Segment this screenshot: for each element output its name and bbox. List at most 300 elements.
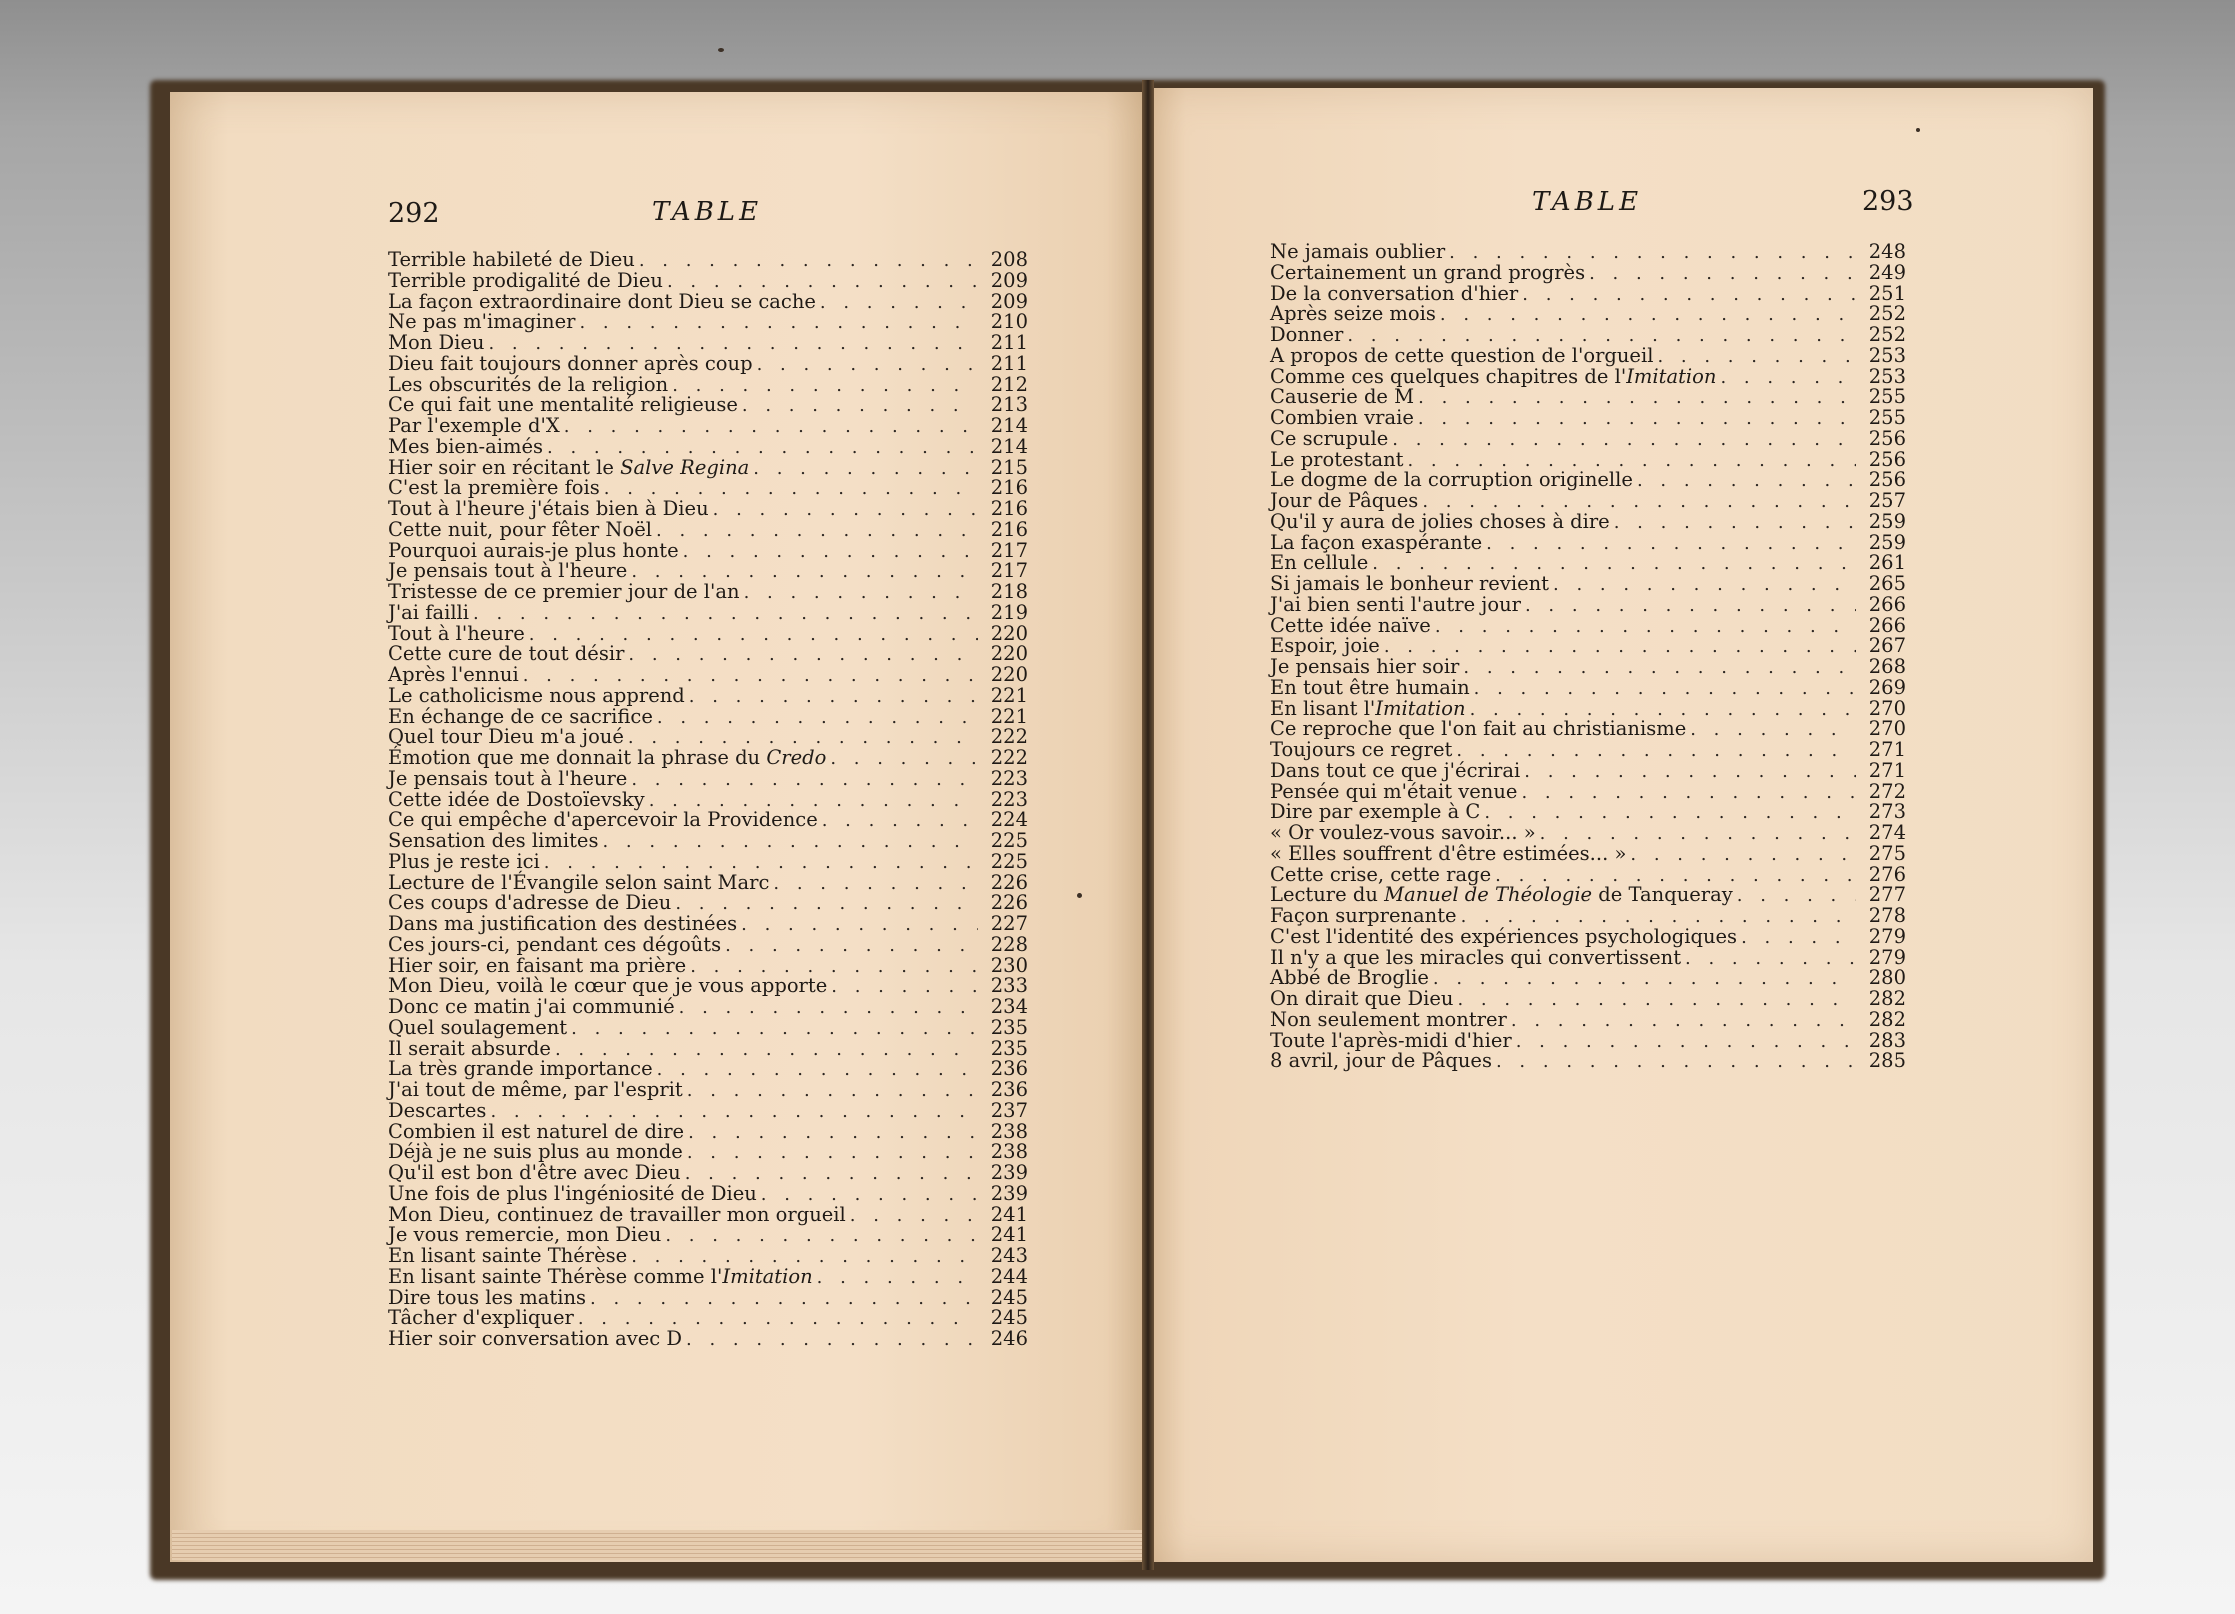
toc-entry [1270, 242, 1906, 263]
toc-entry-page: 246 [990, 1327, 1028, 1350]
dot-leader [820, 293, 978, 314]
toc-entry-title: Hier soir, en faisant ma prière [388, 953, 687, 977]
toc-entry [388, 250, 1028, 271]
dot-leader [1525, 596, 1856, 617]
toc-entry-page: 252 [1868, 302, 1906, 326]
toc-entry-title: En lisant sainte Thérèse comme l'Imitation [388, 1264, 813, 1288]
toc-entry-page: 275 [1868, 841, 1906, 865]
toc-entry-page: 270 [1868, 696, 1906, 720]
toc-entry [1270, 343, 1906, 367]
toc-entry-page: 209 [990, 289, 1028, 313]
toc-entry [388, 893, 1028, 914]
toc-entry-title: Tâcher d'expliquer [388, 1306, 574, 1330]
toc-entry-title: Je vous remercie, mon Dieu [388, 1223, 662, 1247]
toc-entry-title: J'ai tout de même, par l'esprit [388, 1078, 683, 1101]
toc-entry-title: Par l'exemple d'X [388, 414, 560, 437]
toc-entry [388, 849, 1028, 873]
toc-entry [1270, 862, 1906, 886]
toc-entry [1270, 530, 1906, 554]
toc-entry-page: 214 [990, 434, 1028, 458]
toc-entry-page: 236 [990, 1078, 1028, 1101]
toc-entry-page: 238 [990, 1140, 1028, 1164]
toc-entry-title: En lisant l'Imitation [1270, 696, 1466, 720]
toc-entry-page: 279 [1868, 945, 1906, 969]
toc-entry-title: En lisant sainte Thérèse [388, 1244, 628, 1267]
dot-leader [571, 1019, 978, 1040]
toc-entry [388, 1246, 1028, 1267]
toc-entry-page: 226 [990, 891, 1028, 915]
toc-entry-title: Après l'ennui [388, 663, 519, 686]
toc-entry-title: Sensation des limites [388, 829, 599, 852]
toc-entry-title: Combien il est naturel de dire [388, 1119, 685, 1143]
dot-leader [725, 936, 978, 957]
toc-entry [1270, 447, 1906, 471]
toc-entry-page: 277 [1868, 883, 1906, 907]
dot-leader [742, 396, 978, 417]
toc-entry-page: 253 [1868, 364, 1906, 388]
dot-leader [1720, 368, 1856, 389]
dot-leader [744, 583, 978, 604]
toc-entry-title: Mon Dieu, continuez de travailler mon orgueil [388, 1202, 846, 1226]
toc-entry-page: 208 [990, 248, 1028, 271]
toc-entry-page: 213 [990, 393, 1028, 417]
toc-entry-page: 282 [1868, 1007, 1906, 1031]
toc-entry-title: Dans tout ce que j'écrirai [1270, 758, 1521, 782]
dot-leader [1614, 513, 1856, 534]
toc-entry-title: Toujours ce regret [1270, 738, 1453, 761]
toc-entry [388, 1308, 1028, 1329]
toc-entry-page: 270 [1868, 717, 1906, 741]
toc-entry-title: Dieu fait toujours donner après coup [388, 351, 753, 375]
toc-entry-title: La très grande importance [388, 1057, 653, 1081]
toc-entry-page: 267 [1868, 634, 1906, 658]
toc-entry-page: 215 [990, 455, 1028, 479]
toc-entry [388, 997, 1028, 1018]
toc-entry-page: 219 [990, 600, 1028, 624]
toc-entry [1270, 281, 1906, 305]
toc-entry-title: 8 avril, jour de Pâques [1270, 1049, 1492, 1073]
toc-entry [388, 932, 1028, 956]
toc-entry-page: 265 [1868, 572, 1906, 595]
toc-entry-page: 274 [1868, 821, 1906, 844]
toc-entry-page: 271 [1868, 758, 1906, 782]
dot-leader [830, 749, 978, 770]
dot-leader [753, 459, 978, 480]
toc-entry-title: Émotion que me donnait la phrase du Credo [388, 746, 827, 769]
toc-entry-title: Dire tous les matins [388, 1285, 587, 1309]
toc-entry-page: 233 [990, 974, 1028, 998]
toc-entry [388, 766, 1028, 790]
dot-leader [628, 645, 978, 666]
toc-entry-title: « Elles souffrent d'être estimées... » [1270, 841, 1627, 865]
dot-leader [1511, 1011, 1856, 1032]
toc-entry [1270, 823, 1906, 844]
toc-entry [388, 1329, 1028, 1350]
toc-entry [1270, 553, 1906, 574]
dot-leader [639, 251, 978, 272]
toc-entry-title: Terrible habileté de Dieu [388, 248, 635, 271]
toc-entry-page: 268 [1868, 655, 1906, 678]
toc-entry [388, 582, 1028, 603]
dot-leader [1457, 990, 1856, 1011]
toc-entry-page: 278 [1868, 904, 1906, 927]
toc-entry [388, 561, 1028, 582]
toc-entry-title: J'ai bien senti l'autre jour [1270, 592, 1521, 616]
toc-entry-page: 222 [990, 725, 1028, 749]
toc-entry [388, 1225, 1028, 1246]
toc-entry [388, 1119, 1028, 1143]
toc-entry-title: Mes bien-aimés [388, 434, 544, 458]
toc-entry-title: Pensée qui m'était venue [1270, 779, 1518, 803]
dot-leader [1496, 1052, 1856, 1073]
toc-entry-title: Le catholicisme nous apprend [388, 683, 685, 707]
toc-entry [388, 538, 1028, 562]
dot-leader [1637, 471, 1856, 492]
dot-leader [1435, 617, 1856, 638]
toc-entry [388, 499, 1028, 520]
toc-entry-page: 239 [990, 1181, 1028, 1205]
toc-entry [1270, 1007, 1906, 1031]
toc-entry [388, 478, 1028, 499]
right-toc-list [1270, 242, 1906, 1072]
toc-entry-page: 222 [990, 746, 1028, 769]
toc-entry-title: « Or voulez-vous savoir... » [1270, 821, 1536, 844]
toc-entry [388, 787, 1028, 811]
toc-entry-page: 256 [1868, 426, 1906, 450]
toc-entry-title: Tout à l'heure j'étais bien à Dieu [388, 497, 709, 520]
toc-entry-title: On dirait que Dieu [1270, 987, 1454, 1010]
toc-entry-title: En cellule [1270, 551, 1369, 575]
toc-entry-title: Ce qui empêche d'apercevoir la Providence [388, 808, 818, 832]
toc-entry [388, 395, 1028, 416]
toc-entry-page: 223 [990, 766, 1028, 790]
toc-entry [1270, 696, 1906, 720]
toc-entry [1270, 779, 1906, 803]
dot-leader [1690, 720, 1856, 741]
toc-entry [1270, 325, 1906, 346]
toc-entry [1270, 613, 1906, 637]
dot-leader [773, 874, 978, 895]
toc-entry-title: Quel soulagement [388, 1015, 568, 1039]
left-running-head: TABLE [652, 197, 763, 227]
toc-entry [388, 1098, 1028, 1122]
toc-entry-page: 255 [1868, 406, 1906, 429]
dot-leader [1553, 575, 1856, 596]
toc-entry-title: Dans ma justification des destinées [388, 912, 738, 935]
toc-entry-title: Cette idée de Dostoïevsky [388, 787, 645, 811]
dot-leader [741, 915, 978, 936]
toc-entry-page: 238 [990, 1119, 1028, 1143]
right-page-number: 293 [1862, 186, 1914, 217]
toc-entry [388, 268, 1028, 292]
toc-entry [388, 976, 1028, 997]
toc-entry-page: 220 [990, 642, 1028, 666]
toc-entry-title: Tristesse de ce premier jour de l'an [388, 580, 740, 603]
toc-entry-title: Les obscurités de la religion [388, 372, 669, 396]
toc-entry-title: Causerie de M [1270, 385, 1415, 409]
toc-entry-title: Après seize mois [1270, 302, 1436, 326]
toc-entry-page: 212 [990, 372, 1028, 396]
toc-entry [1270, 260, 1906, 284]
dot-leader [687, 1143, 978, 1164]
dust-speck [1916, 128, 1920, 132]
toc-entry-page: 217 [990, 559, 1028, 583]
toc-entry-title: Ce qui fait une mentalité religieuse [388, 393, 738, 417]
toc-entry-title: Jour de Pâques [1270, 489, 1419, 512]
toc-entry-page: 252 [1868, 323, 1906, 346]
toc-entry-page: 245 [990, 1285, 1028, 1309]
toc-entry-title: La façon extraordinaire dont Dieu se cache [388, 289, 816, 313]
dot-leader [757, 355, 978, 376]
toc-entry-page: 211 [990, 331, 1028, 354]
toc-entry-page: 256 [1868, 447, 1906, 471]
toc-entry-title: C'est l'identité des expériences psychologiques [1270, 924, 1738, 948]
dot-leader [687, 1081, 978, 1102]
toc-entry-page: 245 [990, 1306, 1028, 1330]
toc-entry [1270, 1051, 1906, 1072]
toc-entry-title: Cette idée naïve [1270, 613, 1431, 637]
toc-entry-title: Comme ces quelques chapitres de l'Imitation [1270, 364, 1717, 388]
toc-entry-title: Terrible prodigalité de Dieu [388, 268, 663, 292]
dot-leader [1589, 264, 1856, 285]
dot-leader [1521, 783, 1856, 804]
dot-leader [1463, 658, 1856, 679]
dot-leader [713, 500, 978, 521]
toc-entry-title: Le dogme de la corruption originelle [1270, 468, 1633, 492]
toc-entry-title: En tout être humain [1270, 675, 1470, 699]
toc-entry-title: Déjà je ne suis plus au monde [388, 1140, 683, 1164]
toc-entry-title: Je pensais tout à l'heure [388, 766, 628, 790]
toc-entry [1270, 509, 1906, 533]
toc-entry-page: 280 [1868, 966, 1906, 990]
toc-entry-page: 244 [990, 1264, 1028, 1288]
toc-entry-page: 261 [1868, 551, 1906, 575]
toc-entry-title: En échange de ce sacrifice [388, 704, 653, 728]
toc-entry [388, 1181, 1028, 1205]
toc-entry [388, 727, 1028, 748]
toc-entry [1270, 675, 1906, 699]
toc-entry-title: Je pensais tout à l'heure [388, 559, 628, 583]
dot-leader [657, 1060, 978, 1081]
toc-entry-title: Descartes [388, 1098, 487, 1122]
toc-entry-title: Ce scrupule [1270, 426, 1389, 450]
toc-entry [388, 600, 1028, 624]
dot-leader [473, 604, 978, 625]
toc-entry [1270, 470, 1906, 491]
toc-entry-title: Qu'il y aura de jolies choses à dire [1270, 509, 1610, 533]
dot-leader [1486, 534, 1856, 555]
toc-entry [1270, 740, 1906, 761]
dot-leader [1516, 1032, 1856, 1053]
toc-entry-page: 216 [990, 497, 1028, 520]
dot-leader [1737, 886, 1856, 907]
toc-entry-title: Qu'il est bon d'être avec Dieu [388, 1161, 681, 1184]
toc-entry [1270, 758, 1906, 782]
toc-entry [388, 289, 1028, 313]
toc-entry [388, 953, 1028, 977]
toc-entry-title: C'est la première fois [388, 476, 600, 500]
right-running-head: TABLE [1532, 187, 1643, 217]
toc-entry-title: Ne jamais oublier [1270, 240, 1446, 263]
toc-entry-title: A propos de cette question de l'orgueil [1270, 343, 1654, 367]
toc-entry-page: 257 [1868, 489, 1906, 512]
toc-entry-page: 223 [990, 787, 1028, 811]
toc-entry [388, 1036, 1028, 1060]
dot-leader [1440, 305, 1856, 326]
toc-entry [1270, 304, 1906, 325]
toc-entry-page: 251 [1868, 281, 1906, 305]
toc-entry-page: 221 [990, 704, 1028, 728]
toc-entry-page: 279 [1868, 924, 1906, 948]
toc-entry-page: 256 [1868, 468, 1906, 492]
toc-entry [1270, 408, 1906, 429]
toc-entry [388, 434, 1028, 458]
toc-entry [388, 665, 1028, 686]
toc-entry-page: 237 [990, 1098, 1028, 1122]
toc-entry-page: 259 [1868, 530, 1906, 554]
toc-entry-page: 218 [990, 580, 1028, 603]
toc-entry [388, 1142, 1028, 1163]
toc-entry-title: Façon surprenante [1270, 904, 1457, 927]
toc-entry-page: 241 [990, 1202, 1028, 1226]
toc-entry-title: Ne pas m'imaginer [388, 310, 576, 334]
toc-entry-page: 283 [1868, 1028, 1906, 1052]
dot-leader [1484, 803, 1856, 824]
dot-leader [665, 1226, 978, 1247]
dot-leader [1433, 969, 1856, 990]
dot-leader [590, 1289, 978, 1310]
toc-entry [1270, 387, 1906, 408]
toc-entry-title: Dire par exemple à C [1270, 800, 1481, 824]
dot-leader [688, 1123, 978, 1144]
toc-entry-title: Une fois de plus l'ingéniosité de Dieu [388, 1181, 757, 1205]
toc-entry-page: 220 [990, 663, 1028, 686]
dot-leader [689, 687, 978, 708]
toc-entry-page: 234 [990, 995, 1028, 1018]
toc-entry [1270, 364, 1906, 388]
dot-leader [683, 542, 978, 563]
toc-entry-title: Le protestant [1270, 447, 1404, 471]
toc-entry-page: 272 [1868, 779, 1906, 803]
toc-entry-title: Il serait absurde [388, 1036, 551, 1060]
toc-entry-page: 239 [990, 1161, 1028, 1184]
dot-leader [631, 770, 978, 791]
toc-entry [1270, 1028, 1906, 1052]
toc-entry-page: 269 [1868, 675, 1906, 699]
toc-entry-page: 220 [990, 621, 1028, 645]
dot-leader [602, 832, 978, 853]
toc-entry-page: 285 [1868, 1049, 1906, 1073]
toc-entry [388, 517, 1028, 541]
dot-leader [1741, 928, 1856, 949]
toc-entry [1270, 491, 1906, 512]
toc-entry [1270, 989, 1906, 1010]
toc-entry [1270, 426, 1906, 450]
toc-entry [388, 333, 1028, 354]
toc-entry [1270, 636, 1906, 657]
toc-entry-page: 273 [1868, 800, 1906, 824]
toc-entry-page: 227 [990, 912, 1028, 935]
toc-entry-page: 216 [990, 517, 1028, 541]
left-toc-list [388, 250, 1028, 1350]
toc-entry-title: De la conversation d'hier [1270, 281, 1519, 305]
toc-entry-title: Donner [1270, 323, 1344, 346]
toc-entry-title: Lecture de l'Évangile selon saint Marc [388, 870, 770, 894]
toc-entry-page: 241 [990, 1223, 1028, 1247]
dust-speck [718, 48, 724, 52]
toc-entry [1270, 657, 1906, 678]
toc-entry-page: 259 [1868, 509, 1906, 533]
toc-entry-page: 216 [990, 476, 1028, 500]
toc-entry-page: 228 [990, 932, 1028, 956]
toc-entry [1270, 802, 1906, 823]
toc-entry-title: Abbé de Broglie [1270, 966, 1429, 990]
toc-entry [388, 621, 1028, 645]
dot-leader [1522, 285, 1856, 306]
toc-entry-title: Lecture du Manuel de Théologie de Tanqueray [1270, 883, 1733, 907]
toc-entry [388, 644, 1028, 665]
toc-entry-page: 276 [1868, 862, 1906, 886]
toc-entry [1270, 592, 1906, 616]
toc-entry [1270, 885, 1906, 906]
toc-entry-title: Ces jours-ci, pendant ces dégoûts [388, 932, 722, 956]
dot-leader [1392, 430, 1856, 451]
toc-entry-title: Mon Dieu [388, 331, 485, 354]
toc-entry-title: Certainement un grand progrès [1270, 260, 1586, 284]
toc-entry-title: Tout à l'heure [388, 621, 525, 645]
dot-leader [1418, 409, 1856, 430]
toc-entry-title: Combien vraie [1270, 406, 1414, 429]
toc-entry-page: 211 [990, 351, 1028, 375]
toc-entry-page: 236 [990, 1057, 1028, 1081]
toc-entry-page: 271 [1868, 738, 1906, 761]
toc-entry [388, 810, 1028, 831]
toc-entry [388, 455, 1028, 479]
toc-entry-title: Hier soir en récitant le Salve Regina [388, 455, 750, 479]
toc-entry [1270, 574, 1906, 595]
toc-entry-page: 266 [1868, 613, 1906, 637]
toc-entry-page: 217 [990, 538, 1028, 562]
toc-entry-title: Il n'y a que les miracles qui convertissent [1270, 945, 1682, 969]
toc-entry [1270, 906, 1906, 927]
dot-leader [1685, 949, 1856, 970]
toc-entry-page: 226 [990, 870, 1028, 894]
dot-leader [1418, 388, 1856, 409]
toc-entry [388, 704, 1028, 728]
toc-entry-title: Cette crise, cette rage [1270, 862, 1492, 886]
dot-leader [831, 977, 978, 998]
toc-entry-title: Si jamais le bonheur revient [1270, 572, 1550, 595]
dot-leader [686, 1330, 978, 1351]
toc-entry [388, 1264, 1028, 1288]
toc-entry-title: Pourquoi aurais-je plus honte [388, 538, 679, 562]
dot-leader [679, 998, 978, 1019]
toc-entry [388, 914, 1028, 935]
dot-leader [657, 708, 978, 729]
dot-leader [822, 811, 978, 832]
toc-entry-title: Quel tour Dieu m'a joué [388, 725, 624, 749]
toc-entry-title: Plus je reste ici [388, 849, 540, 873]
toc-entry [388, 1015, 1028, 1039]
page-stack-edge [172, 1530, 1142, 1560]
toc-entry-page: 266 [1868, 592, 1906, 616]
toc-entry-title: J'ai failli [388, 600, 470, 624]
toc-entry-title: Ce reproche que l'on fait au christianisme [1270, 717, 1687, 741]
toc-entry-page: 224 [990, 808, 1028, 832]
dot-leader [656, 521, 978, 542]
toc-entry-page: 249 [1868, 260, 1906, 284]
toc-entry-title: La façon exaspérante [1270, 530, 1483, 554]
